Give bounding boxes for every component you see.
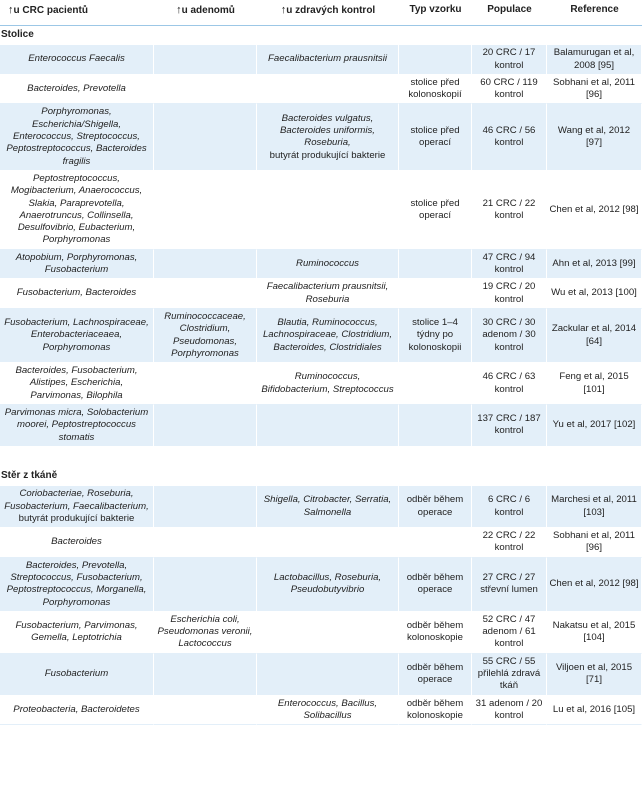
sample-type-cell: stolice před operací [399, 171, 472, 250]
adenoma-cell: Ruminococcaceae, Clostridium, Pseudomonas, Porphyromonas [154, 309, 257, 363]
table-row [0, 528, 642, 558]
adenoma-cell [154, 250, 257, 280]
section-title: Stolice [0, 26, 642, 45]
population-cell: 60 CRC / 119 kontrol [472, 75, 547, 105]
healthy-cell [257, 75, 399, 105]
adenoma-cell [154, 528, 257, 558]
adenoma-cell [154, 558, 257, 612]
table-row [0, 279, 642, 309]
crc-cell: Peptostreptococcus, Mogibacterium, Anaerococcus, Slakia, Paraprevotella, Anaerotruncus, Collinsella, Desulfovibrio, Eubacterium, Porphyromonas [0, 171, 154, 250]
adenoma-cell [154, 171, 257, 250]
sample-type-cell: odběr během operace [399, 558, 472, 612]
crc-cell: Parvimonas micra, Solobacterium moorei, Peptostreptococcus stomatis [0, 405, 154, 447]
header-population: Populace [472, 0, 547, 26]
table-row [0, 75, 642, 105]
healthy-cell: Faecalibacterium prausnitsii, Roseburia [257, 279, 399, 309]
sample-type-cell: stolice 1–4 týdny po kolonoskopii [399, 309, 472, 363]
header-crc: ↑u CRC pacientů [0, 0, 154, 26]
adenoma-cell [154, 654, 257, 696]
reference-cell: Chen et al, 2012 [98] [547, 558, 642, 612]
reference-cell: Nakatsu et al, 2015 [104] [547, 612, 642, 654]
adenoma-cell [154, 279, 257, 309]
section-header-row [0, 26, 642, 45]
population-cell: 19 CRC / 20 kontrol [472, 279, 547, 309]
crc-cell: Fusobacterium [0, 654, 154, 696]
reference-cell: Wang et al, 2012 [97] [547, 104, 642, 170]
up-arrow-icon: ↑ [8, 4, 14, 16]
crc-cell: Porphyromonas, Escherichia/Shigella, Enterococcus, Streptococcus, Peptostreptococcus, Bacteroides fragilis [0, 104, 154, 170]
crc-cell: Fusobacterium, Bacteroides [0, 279, 154, 309]
reference-cell: Chen et al, 2012 [98] [547, 171, 642, 250]
population-cell: 6 CRC / 6 kontrol [472, 486, 547, 528]
reference-cell: Yu et al, 2017 [102] [547, 405, 642, 447]
section-title: Stěr z tkáně [0, 467, 642, 486]
population-cell: 21 CRC / 22 kontrol [472, 171, 547, 250]
sample-type-cell [399, 250, 472, 280]
crc-cell: Bacteroides, Fusobacterium, Alistipes, Escherichia, Parvimonas, Bilophila [0, 363, 154, 405]
crc-cell: Enterococcus Faecalis [0, 45, 154, 75]
population-cell: 20 CRC / 17 kontrol [472, 45, 547, 75]
healthy-cell: Enterococcus, Bacillus, Solibacillus [257, 696, 399, 726]
sample-type-cell [399, 528, 472, 558]
table-row [0, 171, 642, 250]
reference-cell: Sobhani et al, 2011 [96] [547, 528, 642, 558]
adenoma-cell [154, 363, 257, 405]
crc-cell: Proteobacteria, Bacteroidetes [0, 696, 154, 726]
reference-cell: Marchesi et al, 2011 [103] [547, 486, 642, 528]
table-row [0, 654, 642, 696]
adenoma-cell [154, 405, 257, 447]
population-cell: 27 CRC / 27 střevní lumen [472, 558, 547, 612]
healthy-cell: Blautia, Ruminococcus, Lachnospiraceae, Clostridium, Bacteroides, Clostridiales [257, 309, 399, 363]
population-cell: 30 CRC / 30 adenom / 30 kontrol [472, 309, 547, 363]
population-cell: 55 CRC / 55 přilehlá zdravá tkáň [472, 654, 547, 696]
section-header-row [0, 467, 642, 486]
population-cell: 47 CRC / 94 kontrol [472, 250, 547, 280]
healthy-cell [257, 612, 399, 654]
table-row [0, 363, 642, 405]
healthy-cell: Ruminococcus, Bifidobacterium, Streptococcus [257, 363, 399, 405]
header-sample: Typ vzorku [399, 0, 472, 26]
table-row [0, 612, 642, 654]
crc-cell: Bacteroides [0, 528, 154, 558]
sample-type-cell [399, 45, 472, 75]
crc-cell: Fusobacterium, Lachnospiraceae, Enterobacteriaceaea, Porphyromonas [0, 309, 154, 363]
reference-cell: Sobhani et al, 2011 [96] [547, 75, 642, 105]
crc-cell: Coriobacteriae, Roseburia, Fusobacterium, Faecalibacterium, butyrát produkující bakterie [0, 486, 154, 528]
table-row [0, 45, 642, 75]
adenoma-cell: Escherichia coli, Pseudomonas veronii, Lactococcus [154, 612, 257, 654]
table-row [0, 696, 642, 726]
healthy-cell: Ruminococcus [257, 250, 399, 280]
table-row [0, 250, 642, 280]
header-healthy: ↑u zdravých kontrol [257, 0, 399, 26]
sample-type-cell: odběr během operace [399, 486, 472, 528]
crc-cell: Bacteroides, Prevotella, Streptococcus, Fusobacterium, Peptostreptococcus, Morganella, Porphyromonas [0, 558, 154, 612]
reference-cell: Feng et al, 2015 [101] [547, 363, 642, 405]
adenoma-cell [154, 75, 257, 105]
population-cell: 52 CRC / 47 adenom / 61 kontrol [472, 612, 547, 654]
sample-type-cell: odběr během operace [399, 654, 472, 696]
population-cell: 22 CRC / 22 kontrol [472, 528, 547, 558]
sample-type-cell: odběr během kolonoskopie [399, 612, 472, 654]
healthy-cell [257, 405, 399, 447]
up-arrow-icon: ↑ [280, 4, 287, 16]
reference-cell: Viljoen et al, 2015 [71] [547, 654, 642, 696]
table-row [0, 104, 642, 170]
healthy-cell: Faecalibacterium prausnitsii [257, 45, 399, 75]
header-row [0, 0, 642, 26]
healthy-cell: Lactobacillus, Roseburia, Pseudobutyvibrio [257, 558, 399, 612]
adenoma-cell [154, 45, 257, 75]
sample-type-cell: stolice před operací [399, 104, 472, 170]
population-cell: 46 CRC / 63 kontrol [472, 363, 547, 405]
crc-cell: Atopobium, Porphyromonas, Fusobacterium [0, 250, 154, 280]
healthy-cell [257, 654, 399, 696]
section-spacer [0, 447, 642, 467]
healthy-cell: Shigella, Citrobacter, Serratia, Salmonella [257, 486, 399, 528]
reference-cell: Ahn et al, 2013 [99] [547, 250, 642, 280]
reference-cell: Balamurugan et al, 2008 [95] [547, 45, 642, 75]
adenoma-cell [154, 104, 257, 170]
sample-type-cell [399, 363, 472, 405]
population-cell: 137 CRC / 187 kontrol [472, 405, 547, 447]
healthy-cell [257, 528, 399, 558]
sample-type-cell [399, 279, 472, 309]
population-cell: 31 adenom / 20 kontrol [472, 696, 547, 726]
sample-type-cell: odběr během kolonoskopie [399, 696, 472, 726]
reference-cell: Zackular et al, 2014 [64] [547, 309, 642, 363]
crc-cell: Fusobacterium, Parvimonas, Gemella, Leptotrichia [0, 612, 154, 654]
population-cell: 46 CRC / 56 kontrol [472, 104, 547, 170]
healthy-cell: Bacteroides vulgatus, Bacteroides uniformis, Roseburia, butyrát produkující bakterie [257, 104, 399, 170]
reference-cell: Lu et al, 2016 [105] [547, 696, 642, 726]
sample-type-cell: stolice před kolonoskopií [399, 75, 472, 105]
table-row [0, 486, 642, 528]
table-row [0, 405, 642, 447]
up-arrow-icon: ↑ [176, 4, 182, 16]
crc-cell: Bacteroides, Prevotella [0, 75, 154, 105]
reference-cell: Wu et al, 2013 [100] [547, 279, 642, 309]
header-reference: Reference [547, 0, 642, 26]
table-row [0, 309, 642, 363]
sample-type-cell [399, 405, 472, 447]
header-adenoma: ↑u adenomů [154, 0, 257, 26]
adenoma-cell [154, 486, 257, 528]
table-row [0, 558, 642, 612]
adenoma-cell [154, 696, 257, 726]
healthy-cell [257, 171, 399, 250]
